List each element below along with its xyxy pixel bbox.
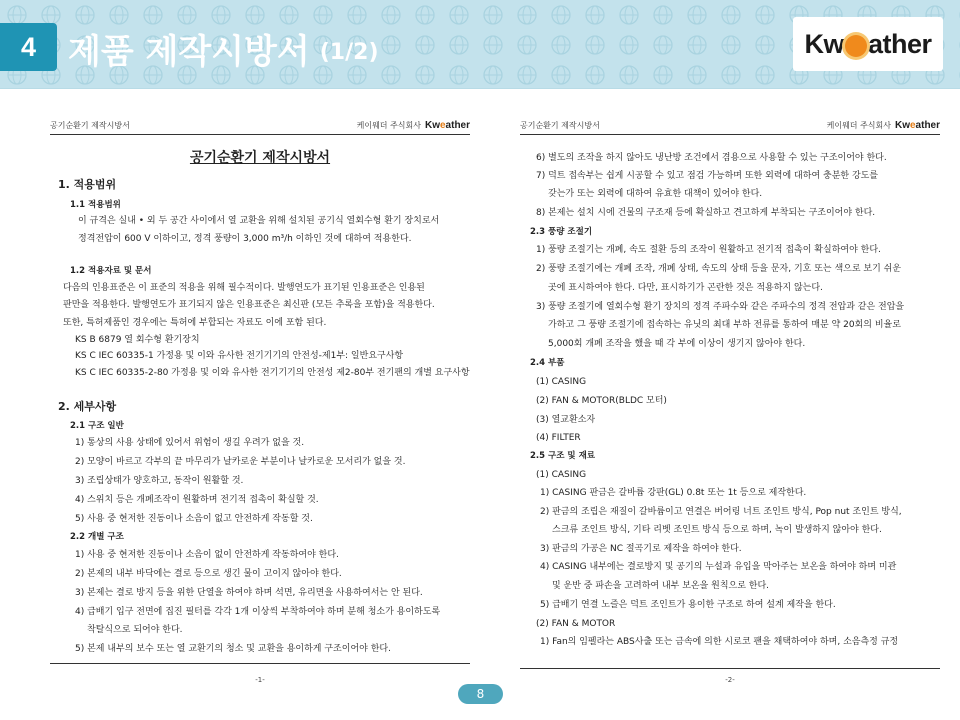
subsection-heading: 1.1 적용범위 (70, 200, 121, 210)
parts-item: (1) CASING (536, 377, 587, 387)
parts-item: (2) FAN & MOTOR(BLDC 모터) (536, 396, 667, 406)
mini-logo: Kweather (894, 120, 940, 131)
subsection-heading: 1.2 적용자료 및 문서 (70, 266, 152, 276)
page-footer-number: -1- (255, 676, 265, 684)
list-item: 1) 풍량 조절기는 개폐, 속도 절환 등의 조작이 원활하고 전기적 접촉이 확실하여야 한다. (536, 245, 881, 255)
subsection-heading: 2.1 구조 일반 (70, 421, 124, 431)
list-item: 8) 본제는 설치 시에 건물의 구조재 등에 확실하고 견고하게 부착되는 구조이어야 한다. (536, 208, 876, 218)
slide-page-number: 8 (458, 684, 503, 704)
list-item: 7) 덕트 접속부는 쉽게 시공할 수 있고 점검 가능하며 또한 외력에 대하여 충분한 강도를 (536, 171, 879, 181)
mini-logo: Kweather (424, 120, 470, 131)
header-rule (520, 134, 940, 135)
header-divider (0, 88, 960, 89)
list-item: 1) 사용 중 현저한 진동이나 소음이 없이 안전하게 작동하여야 한다. (75, 550, 339, 560)
subsection-heading: 2.4 부품 (530, 358, 565, 368)
document-title: 공기순환기 제작시방서 (189, 150, 331, 166)
document-page-1 (50, 106, 470, 686)
standard-ref: KS C IEC 60335-2-80 가정용 및 이와 유사한 전기기기의 안전성 제2-80부 전기팬의 개별 요구사항 (75, 368, 470, 378)
header-rule (50, 134, 470, 135)
list-item: 5) 사용 중 현저한 진동이나 소음이 없고 안전하게 작동할 것. (75, 514, 313, 524)
slide-number-tab: 4 (0, 23, 57, 71)
document-page-2 (520, 106, 940, 686)
paragraph-line: 또한, 특허제품인 경우에는 특허에 부합되는 자료도 이에 포함 된다. (63, 318, 327, 328)
parts-item: (2) FAN & MOTOR (536, 619, 616, 629)
subsection-heading: 2.5 구조 및 재료 (530, 451, 595, 461)
list-item-continuation: 5,000회 개폐 조작을 했을 때 각 부에 이상이 생기지 않아야 한다. (548, 339, 806, 349)
list-item: 2) 모양이 바르고 각부의 끝 마무리가 날카로운 부분이나 날카로운 모서리가 없을 것. (75, 457, 406, 467)
footer-rule (50, 663, 470, 664)
company-name: 케이웨더 주식회사 (826, 121, 891, 130)
paragraph-line: 이 규격은 실내 • 외 두 공간 사이에서 열 교환을 위해 설치된 공기식 열회수형 환기 장치로서 (78, 216, 440, 226)
page-header (50, 119, 470, 132)
parts-item: (1) CASING (536, 470, 587, 480)
list-item: 6) 별도의 조작을 하지 않아도 냉난방 조건에서 겸용으로 사용할 수 있는 구조이어야 한다. (536, 153, 887, 163)
slide-header (0, 0, 960, 88)
list-item: 3) 풍량 조절기에 열회수형 환기 장치의 정격 주파수와 같은 주파수의 정격 전압과 같은 전압을 (536, 302, 905, 312)
list-item-continuation: 스크류 조인트 방식, 기타 리벳 조인트 방식 등으로 하며, 녹이 발생하지 않아야 한다. (552, 525, 882, 535)
list-item: 5) 급배기 연결 노즐은 덕트 조인트가 용이한 구조로 하여 설계 제작을 한다. (540, 600, 836, 610)
page-header-company (827, 119, 940, 132)
list-item: 2) 본제의 내부 바닥에는 결로 등으로 생긴 물이 고이지 않아야 한다. (75, 569, 342, 579)
paragraph-line: 정격전압이 600 V 이하이고, 정격 풍량이 3,000 m³/h 이하인 것에 대하여 적용한다. (78, 234, 412, 244)
list-item: 3) 본제는 결로 방지 등을 위한 단열을 하여야 하며 석면, 유리면을 사용하여서는 안 된다. (75, 588, 423, 598)
list-item: 4) 스위치 등은 개폐조작이 원활하며 전기적 접촉이 확실할 것. (75, 495, 319, 505)
page-header-title: 공기순환기 제작시방서 (50, 121, 130, 130)
company-name: 케이웨더 주식회사 (356, 121, 421, 130)
list-item: 1) CASING 판금은 갈바륨 강판(GL) 0.8t 또는 1t 등으로 제작한다. (540, 488, 807, 498)
list-item: 4) CASING 내부에는 결로방지 및 공기의 누설과 유입을 막아주는 보온을 하여야 하며 미관 (540, 562, 897, 572)
section-heading: 1. 적용범위 (58, 178, 117, 191)
list-item-continuation: 및 운반 중 파손을 고려하여 내부 보온을 원칙으로 한다. (552, 581, 770, 591)
slide-title-text: 제품 제작시방서 (68, 31, 310, 72)
slide-title (68, 18, 379, 78)
parts-item: (3) 열교환소자 (536, 415, 596, 425)
sun-icon (845, 35, 867, 57)
list-item: 5) 본제 내부의 보수 또는 열 교환기의 청소 및 교환을 용이하게 구조이어야 한다. (75, 644, 391, 654)
list-item-continuation: 착탈식으로 되어야 한다. (87, 625, 183, 635)
list-item: 1) 통상의 사용 상태에 있어서 위험이 생길 우려가 없을 것. (75, 438, 305, 448)
kweather-logo (793, 17, 943, 71)
list-item: 4) 급배기 입구 전면에 집진 필터를 각각 1개 이상씩 부착하여야 하며 분해 청소가 용이하도록 (75, 607, 441, 617)
page-header-title: 공기순환기 제작시방서 (520, 121, 600, 130)
parts-item: (4) FILTER (536, 433, 581, 443)
list-item: 2) 풍량 조절기에는 개폐 조작, 개폐 상태, 속도의 상태 등을 문자, 기호 또는 색으로 보기 쉬운 (536, 264, 902, 274)
slide-subtitle: (1/2) (319, 39, 379, 65)
section-heading: 2. 세부사항 (58, 400, 117, 413)
standard-ref: KS C IEC 60335-1 가정용 및 이와 유사한 전기기기의 안전성-제1부: 일반요구사항 (75, 351, 404, 361)
list-item: 1) Fan의 임펠라는 ABS사출 또는 금속에 의한 시로코 팬을 채택하여야 하며, 소음측정 규정 (540, 637, 899, 647)
logo-text-k: Kw (804, 28, 844, 59)
page-footer-number: -2- (725, 676, 735, 684)
footer-rule (520, 668, 940, 669)
list-item-continuation: 곳에 표시하여야 한다. 다만, 표시하기가 곤란한 것은 적용하지 않는다. (548, 283, 823, 293)
subsection-heading: 2.2 개별 구조 (70, 532, 124, 542)
list-item: 3) 판금의 가공은 NC 절곡기로 제작을 하여야 한다. (540, 544, 742, 554)
page-header (520, 119, 940, 132)
list-item-continuation: 갖는가 또는 외력에 대하여 유효한 대책이 있어야 한다. (548, 189, 763, 199)
list-item: 3) 조립상태가 양호하고, 동작이 원활할 것. (75, 476, 244, 486)
page-header-company (357, 119, 470, 132)
list-item: 2) 판금의 조립은 재질이 갈바륨이고 연결은 버어링 너트 조인트 방식, Pop nut 조인트 방식, (540, 507, 902, 517)
logo-text-ather: ather (867, 28, 932, 59)
paragraph-line: 판만을 적용한다. 발행연도가 표기되지 않은 인용표준은 최신판 (모든 추록을 포함)을 적용한다. (63, 300, 435, 310)
paragraph-line: 다음의 인용표준은 이 표준의 적용을 위해 필수적이다. 발행연도가 표기된 인용표준은 인용된 (63, 283, 425, 293)
subsection-heading: 2.3 풍량 조절기 (530, 227, 593, 237)
list-item-continuation: 가하고 그 풍량 조절기에 접속하는 유닛의 최대 부하 전류를 통하여 매분 약 20회의 비율로 (548, 320, 901, 330)
standard-ref: KS B 6879 열 회수형 환기장치 (75, 335, 200, 345)
